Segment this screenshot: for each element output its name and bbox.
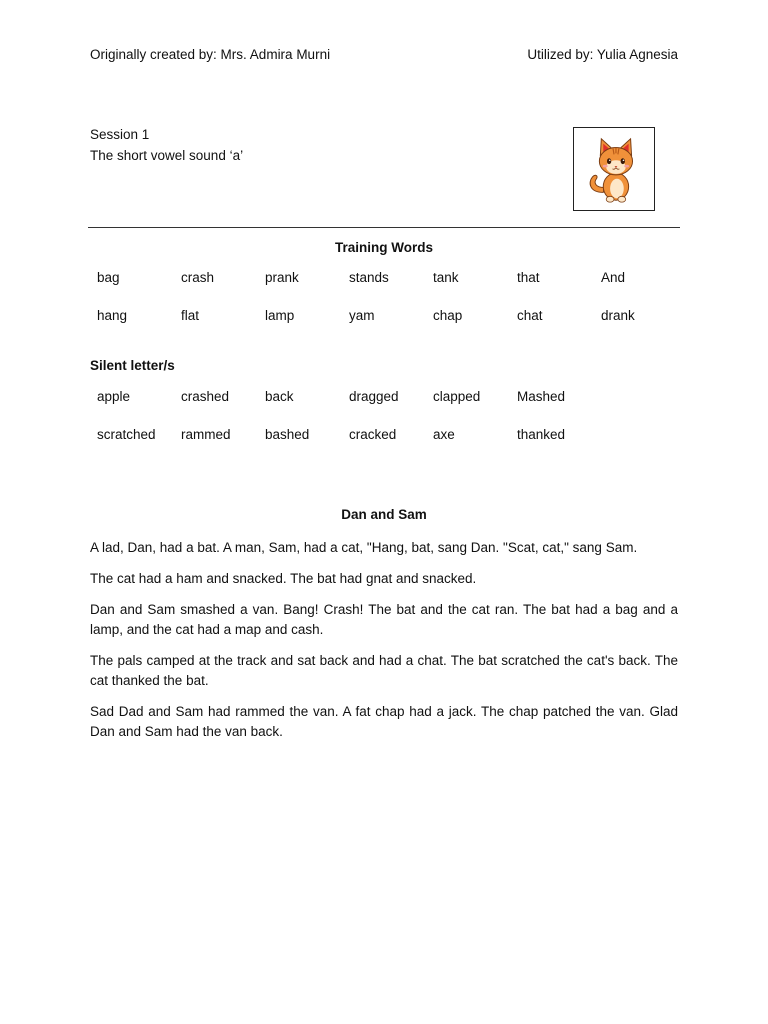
cat-icon (574, 128, 654, 210)
training-word: lamp (265, 308, 295, 323)
silent-word: clapped (433, 389, 481, 404)
silent-word: axe (433, 427, 455, 442)
story-paragraph: Sad Dad and Sam had rammed the van. A fat chap had a jack. The chap patched the van. Glad Dan and Sam had the van back. (90, 704, 678, 739)
user-credit: Utilized by: Yulia Agnesia (527, 47, 678, 62)
session-topic: The short vowel sound ‘a’ (90, 148, 244, 163)
training-word: crash (181, 270, 215, 285)
training-word: yam (349, 308, 375, 323)
silent-word: crashed (181, 389, 230, 404)
silent-word: thanked (517, 427, 566, 442)
training-word: drank (601, 308, 635, 323)
session-number: Session 1 (90, 127, 150, 142)
training-word: tank (433, 270, 459, 285)
silent-row-2 (97, 427, 601, 442)
story-body (90, 538, 678, 753)
silent-row-1 (97, 389, 601, 404)
story-paragraph: Dan and Sam smashed a van. Bang! Crash! The bat and the cat ran. The bat had a bag and a lamp, and the cat had a map and cash. (90, 602, 678, 637)
training-word: chat (517, 308, 543, 323)
training-row-2 (97, 308, 685, 323)
silent-word: bashed (265, 427, 310, 442)
silent-word: apple (97, 389, 131, 404)
silent-word: Mashed (517, 389, 566, 404)
training-word: stands (349, 270, 389, 285)
training-word: And (601, 270, 626, 285)
session-block (90, 124, 243, 166)
training-word: that (517, 270, 540, 285)
training-word: hang (97, 308, 128, 323)
silent-word: cracked (349, 427, 397, 442)
training-word: flat (181, 308, 200, 323)
training-word: prank (265, 270, 299, 285)
training-words-title: Training Words (334, 240, 433, 255)
silent-word: dragged (349, 389, 399, 404)
training-word: chap (433, 308, 463, 323)
training-word: bag (97, 270, 120, 285)
silent-letters-heading: Silent letter/s (90, 358, 175, 373)
training-row-1 (97, 270, 685, 285)
author-credit: Originally created by: Mrs. Admira Murni (90, 47, 331, 62)
story-paragraph: A lad, Dan, had a bat. A man, Sam, had a cat, "Hang, bat, sang Dan. "Scat, cat," sang Sam. (90, 540, 638, 555)
story-paragraph: The cat had a ham and snacked. The bat had gnat and snacked. (90, 571, 477, 586)
story-title: Dan and Sam (341, 507, 427, 522)
silent-word: scratched (97, 427, 156, 442)
cat-illustration (573, 127, 655, 211)
section-divider (88, 227, 680, 228)
story-paragraph: The pals camped at the track and sat back and had a chat. The bat scratched the cat's back. The cat thanked the bat. (90, 653, 678, 688)
silent-word: back (265, 389, 294, 404)
silent-word: rammed (181, 427, 231, 442)
